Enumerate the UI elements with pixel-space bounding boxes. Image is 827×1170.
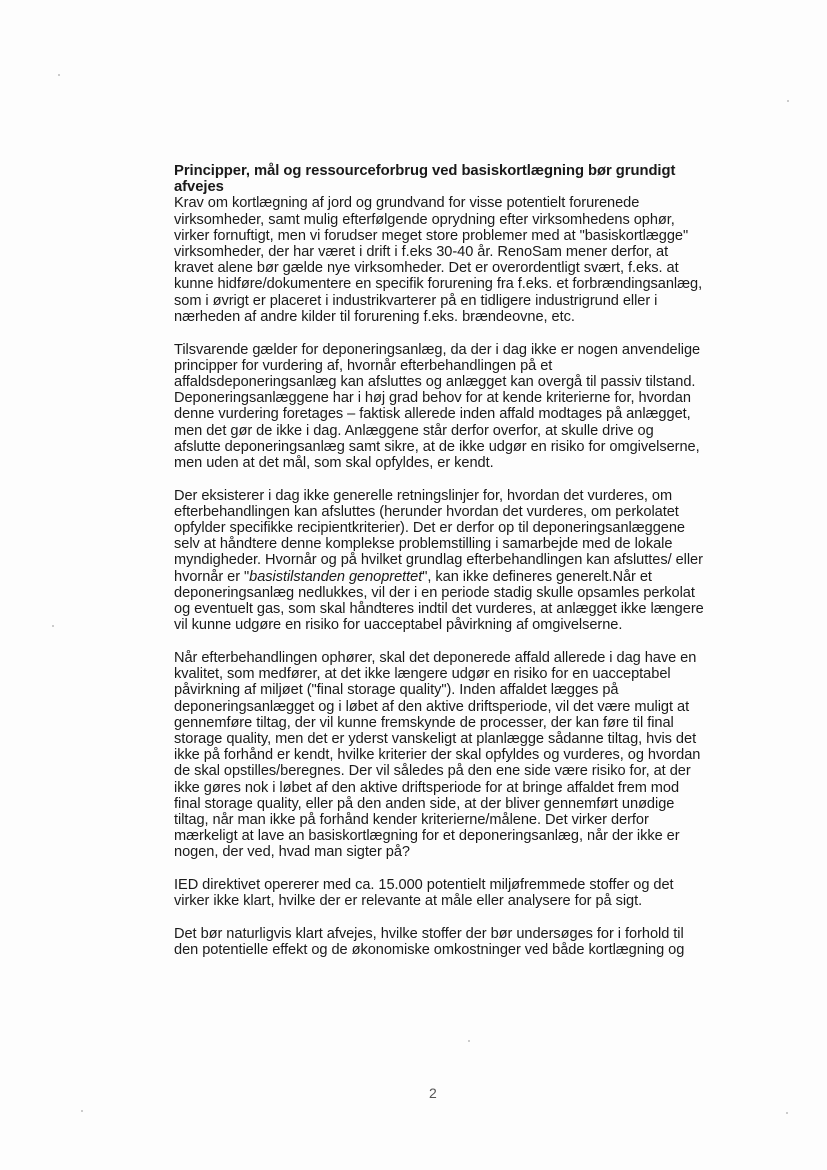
scan-speck [81, 1110, 83, 1112]
paragraph-4: Når efterbehandlingen ophører, skal det deponerede affald allerede i dag have en kvalitet, som medfører, at det ikke længere udgør en risiko for en uacceptabel påvirkning af miljøet ("final storage quality"). Inden affaldet lægges på deponeringsanlægget og i løbet af den aktive driftsperiode, vil det være muligt at gennemføre tiltag, der vil kunne fremskynde de processer, der kan føre til final storage quality, men det er yderst vanskeligt at planlægge sådanne tiltag, hvis det ikke på forhånd er kendt, hvilke kriterier der skal opfyldes og vurderes, og hvordan de skal opstilles/beregnes. Der vil således på den ene side være risiko for, at der ikke gøres nok i løbet af den aktive driftsperiode for at bringe affaldet frem mod final storage quality, eller på den anden side, at der bliver gennemført unødige tiltag, når man ikke på forhånd kender kriterierne/målene. Det virker derfor mærkeligt at lave an basiskortlægning for et deponeringsanlæg, når der ikke er nogen, der ved, hvad man sigter på? [174, 649, 701, 861]
paragraph-3-italic: basistilstanden genoprettet [249, 568, 423, 585]
paragraph-3-text-a: Der eksisterer i dag ikke generelle retningslinjer for, hvordan det vurderes, om efterbehandlingen kan afsluttes (herunder hvordan det vurderes, om perkolatet opfylder specifikke recipientkriterier). Det er derfor op til deponeringsanlæggene selv at håndtere denne komplekse problemstilling i samarbejde med de lokale myndigheder. Hvornår og på hvilket grundlag efterbehandlingen kan afsluttes/ eller hvornår er " [174, 487, 703, 585]
paragraph-3 [174, 488, 704, 634]
scan-speck [786, 1112, 788, 1114]
scan-speck [52, 625, 54, 627]
paragraph-2: Tilsvarende gælder for deponeringsanlæg, da der i dag ikke er nogen anvendelige principper for vurdering af, hvornår efterbehandlingen på et affaldsdeponeringsanlæg kan afsluttes og anlægget kan overgå til passiv tilstand. Deponeringsanlæggene har i høj grad behov for at kende kriterierne for, hvordan denne vurdering foretages – faktisk allerede inden affald modtages på anlægget, men det gør de ikke i dag. Anlæggene står derfor overfor, at skulle drive og afslutte deponeringsanlæg samt sikre, at de ikke udgør en risiko for omgivelserne, men uden at det mål, som skal opfyldes, er kendt. [174, 341, 701, 471]
paragraph-3-text-b: ", kan ikke defineres generelt.Når et deponeringsanlæg nedlukkes, vil der i en periode stadig skulle opsamles perkolat og eventuelt gas, som skal håndteres indtil det vurderes, at anlægget ikke længere vil kunne udgøre en risiko for uacceptabel påvirkning af omgivelserne. [174, 568, 704, 634]
page-number: 2 [429, 1085, 437, 1101]
paragraph-1: Krav om kortlægning af jord og grundvand for visse potentielt forurenede virksomheder, samt mulig efterfølgende oprydning efter virksomhedens ophør, virker fornuftigt, men vi forudser meget store problemer med at "basiskortlægge" virksomheder, der har været i drift i f.eks 30-40 år. RenoSam mener derfor, at kravet alene bør gælde nye virksomheder. Det er overordentligt svært, f.eks. at kunne hidføre/dokumentere en specifik forurening fra f.eks. et forbrændingsanlæg, som i øvrigt er placeret i industrikvarterer på en tidligere industrigrund eller i nærheden af andre kilder til forurening f.eks. brændeovne, etc. [174, 195, 703, 325]
paragraph-5: IED direktivet opererer med ca. 15.000 potentielt miljøfremmede stoffer og det virker ikke klart, hvilke der er relevante at måle eller analysere for på sigt. [174, 877, 674, 910]
scan-speck [58, 74, 60, 76]
paragraph-6: Det bør naturligvis klart afvejes, hvilke stoffer der bør undersøges for i forhold til den potentielle effekt og de økonomiske omkostninger ved både kortlægning og [174, 926, 685, 959]
scan-speck [787, 100, 789, 102]
section-heading: Principper, mål og ressourceforbrug ved basiskortlægning bør grundigt afvejes [174, 163, 676, 196]
scan-speck [468, 1040, 470, 1042]
document-body [174, 163, 704, 975]
